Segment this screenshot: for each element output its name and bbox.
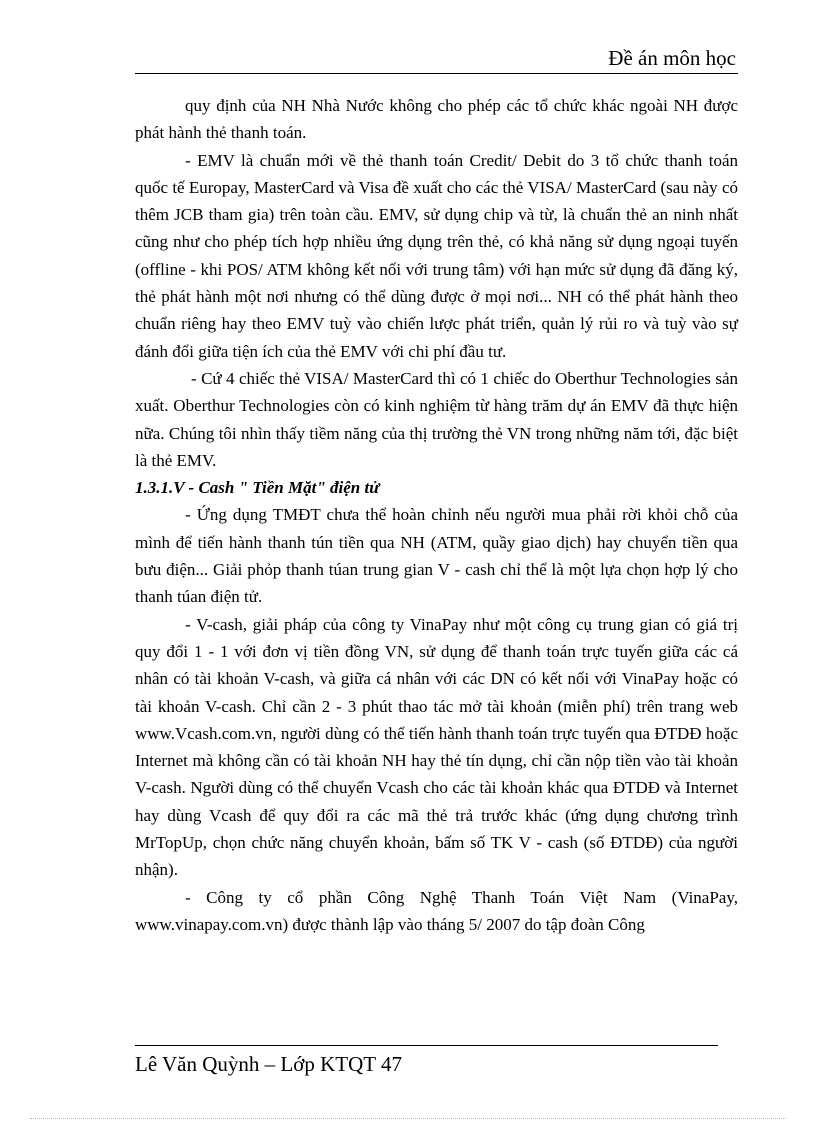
header-divider — [135, 73, 738, 74]
page-header-title: Đề án môn học — [608, 46, 736, 70]
paragraph: - Công ty cổ phần Công Nghệ Thanh Toán Việt Nam (VinaPay, www.vinapay.com.vn) được thành lập vào tháng 5/ 2007 do tập đoàn Công — [135, 887, 738, 934]
paragraph: quy định của NH Nhà Nước không cho phép các tổ chức khác ngoài NH được phát hành thẻ thanh toán. — [135, 96, 738, 143]
footer-divider — [135, 1045, 718, 1046]
page-bottom-border — [30, 1118, 786, 1119]
page-footer-author: Lê Văn Quỳnh – Lớp KTQT 47 — [135, 1052, 402, 1076]
section-heading: 1.3.1.V - Cash " Tiền Mặt" điện tử — [135, 478, 380, 498]
paragraph: - V-cash, giải pháp của công ty VinaPay như một công cụ trung gian có giá trị quy đổi 1 - 1 với đơn vị tiền đồng VN, sử dụng để thanh toán trực tuyến giữa các cá nhân có tài khoản V-cash, và giữa cá nhân với các DN có kết nối với VinaPay hoặc có tài khoản V-cash. Chỉ cần 2 - 3 phút thao tác mở tài khoản (miễn phí) trên trang web www.Vcash.com.vn, người dùng có thể tiến hành thanh toán trực tuyến qua ĐTDĐ hoặc Internet mà không cần có tài khoản NH hay thẻ tín dụng, chỉ cần nộp tiền vào tài khoản V-cash. Người dùng có thể chuyển Vcash cho các tài khoản khác qua ĐTDĐ và Internet hay dùng Vcash để quy đổi ra các mã thẻ trả trước khác (ứng dụng chương trình MrTopUp, chọn chức năng chuyển khoản, bấm số TK V - cash (số ĐTDĐ) của người nhận). — [135, 614, 738, 880]
paragraph: - Cứ 4 chiếc thẻ VISA/ MasterCard thì có 1 chiếc do Oberthur Technologies sản xuất. Oberthur Technologies còn có kinh nghiệm từ hàng trăm dự án EMV đã thực hiện nữa. Chúng tôi nhìn thấy tiềm năng của thị trường thẻ VN trong những năm tới, đặc biệt là thẻ EMV. — [135, 368, 738, 470]
document-body — [135, 92, 738, 938]
paragraph: - Ứng dụng TMĐT chưa thể hoàn chỉnh nếu người mua phải rời khỏi chỗ của mình để tiến hành thanh tún tiền qua NH (ATM, quầy giao dịch) hay chuyển tiền qua bưu điện... Giải phỏp thanh túan trung gian V - cash chỉ thể là một lựa chọn hợp lý cho thanh túan điện tử. — [135, 505, 738, 607]
paragraph: - EMV là chuẩn mới về thẻ thanh toán Credit/ Debit do 3 tổ chức thanh toán quốc tế Europay, MasterCard và Visa đề xuất cho các thẻ VISA/ MasterCard (sau này có thêm JCB tham gia) trên toàn cầu. EMV, sử dụng chip và từ, là chuẩn thẻ an ninh nhất cũng như cho phép tích hợp nhiều ứng dụng trên thẻ, có khả năng sử dụng ngoại tuyến (offline - khi POS/ ATM không kết nối với trung tâm) với hạn mức sử dụng đã đăng ký, thẻ phát hành một nơi nhưng có thể dùng được ở mọi nơi... NH có thể phát hành theo chuẩn riêng hay theo EMV tuỳ vào chiến lược phát triển, quản lý rủi ro và tuỳ vào sự đánh đổi giữa tiện ích của thẻ EMV với chi phí đầu tư. — [135, 150, 738, 361]
